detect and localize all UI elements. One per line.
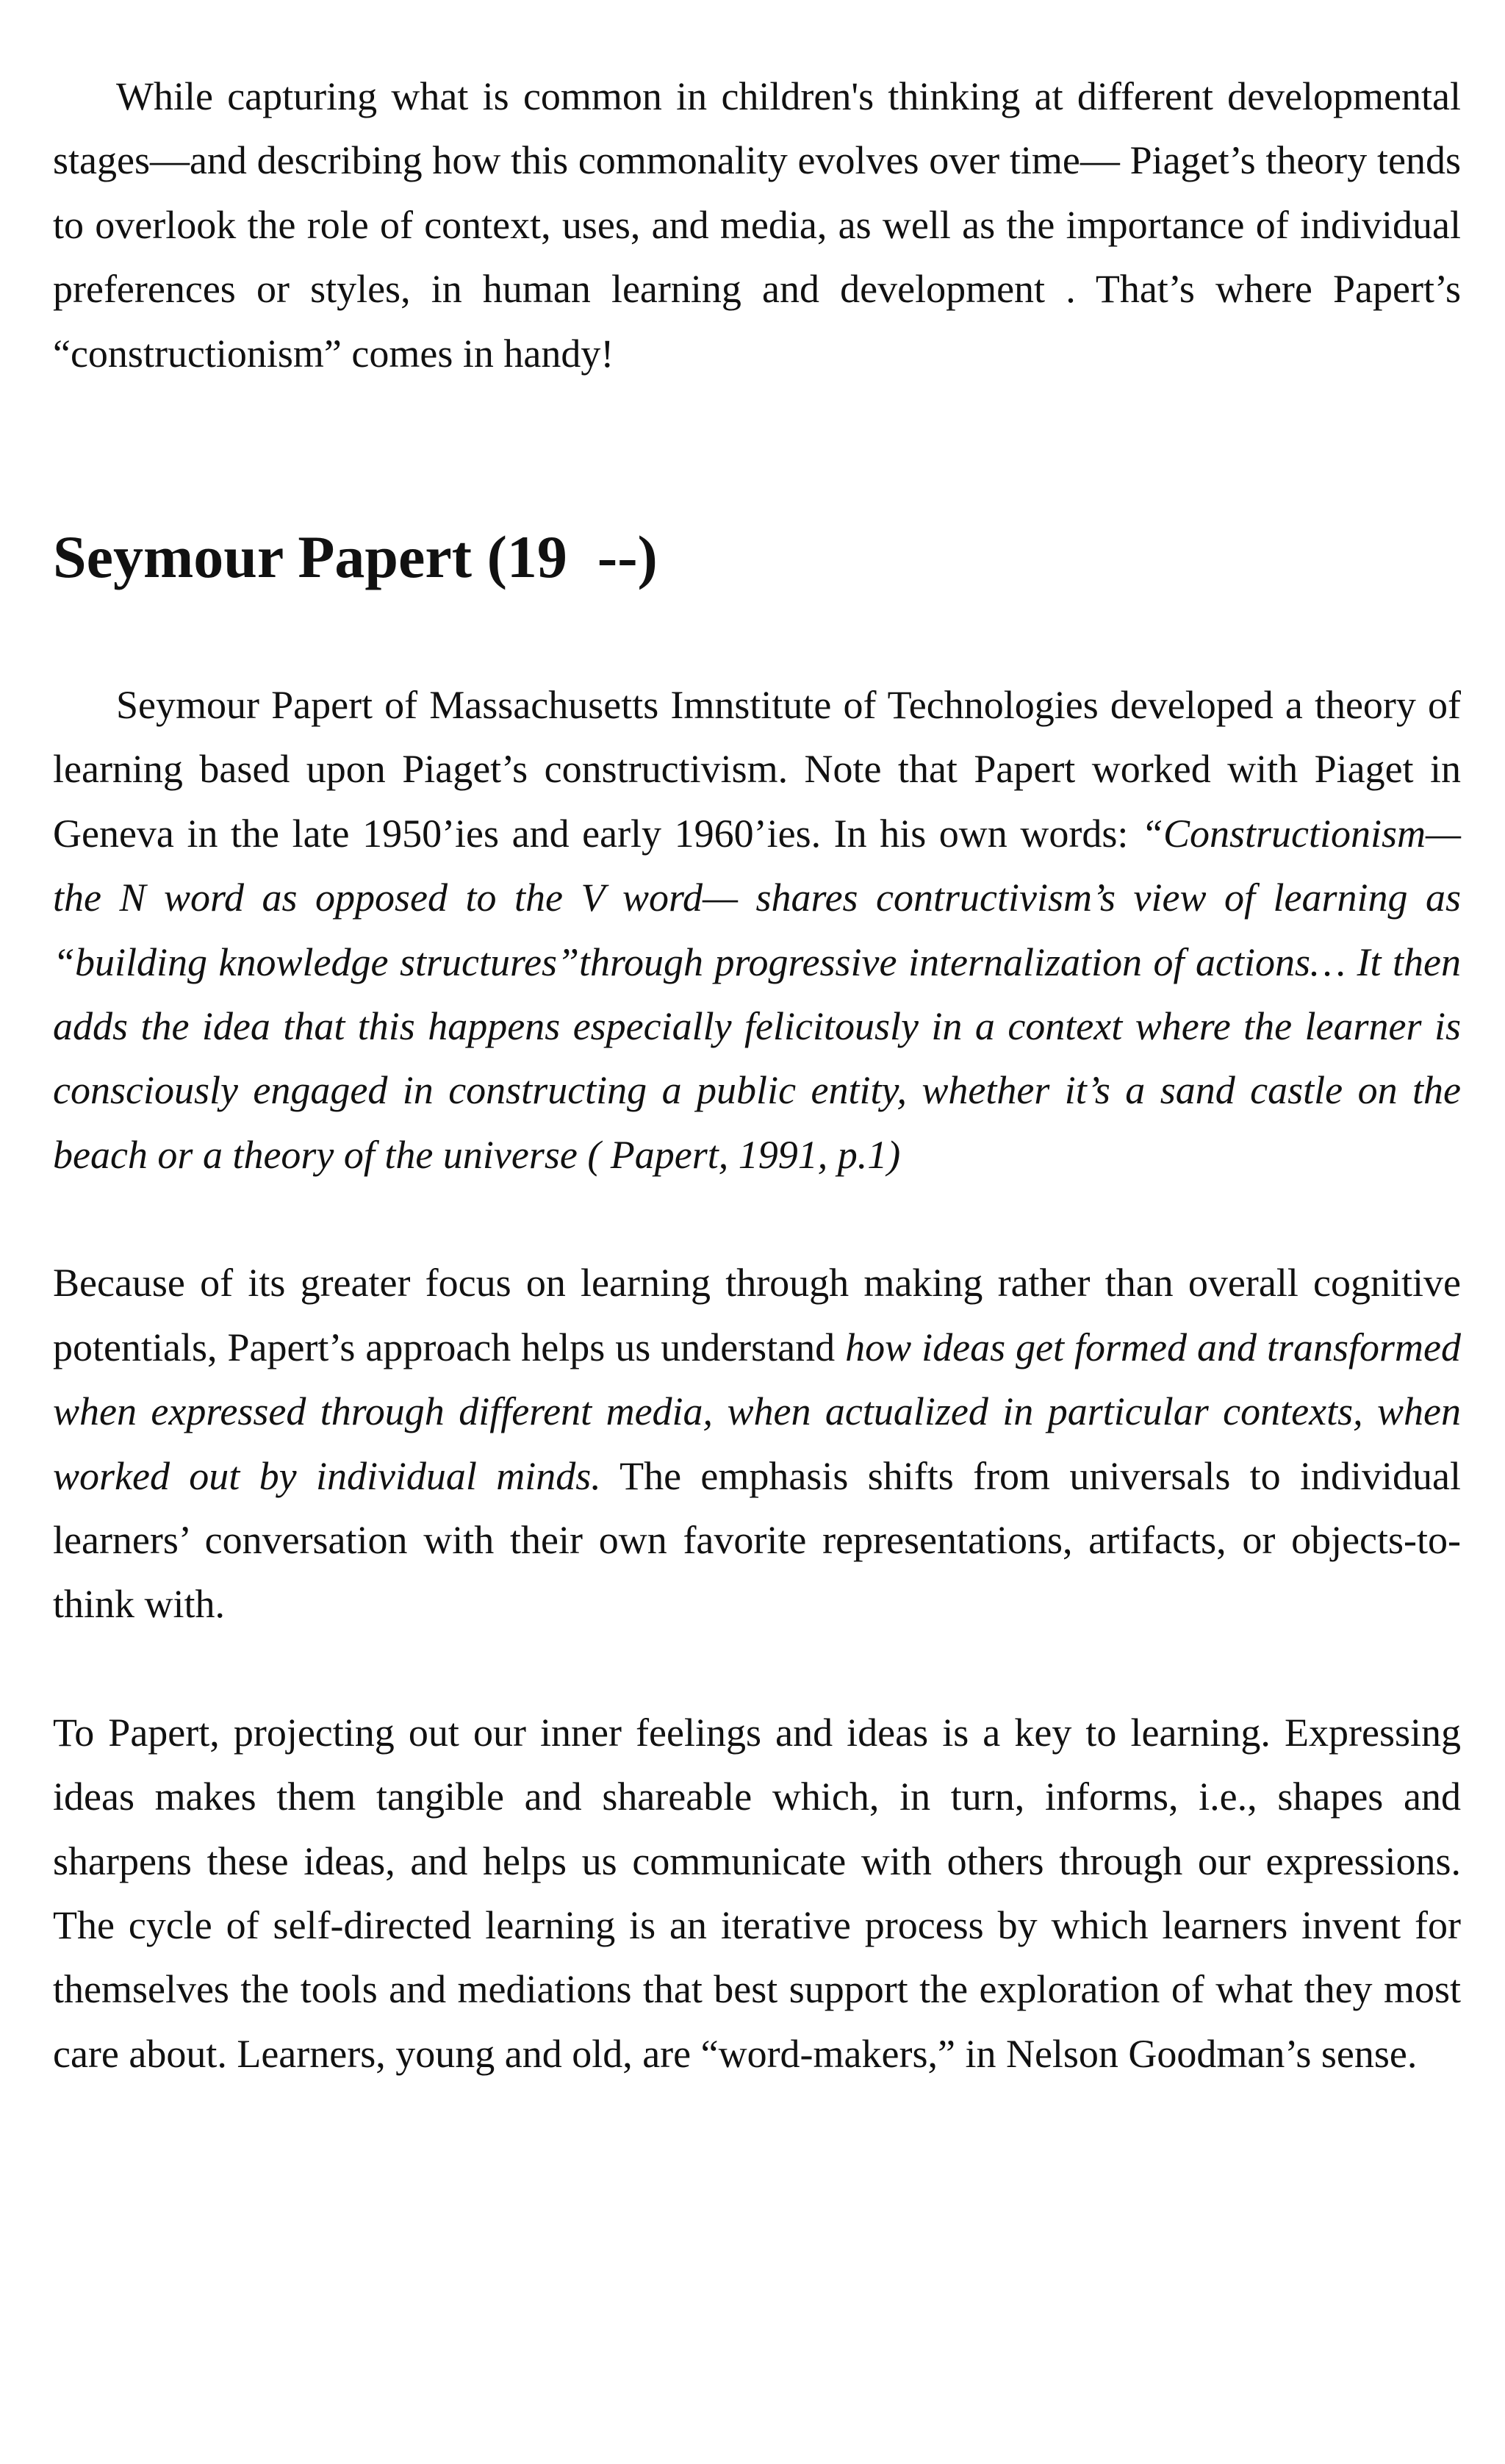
papert-intro-text: Seymour Papert of Massachusetts Imnstitute of Technologies developed a theory of learning based upon Piaget’s constructivism. Note that Papert worked with Piaget in Geneva in the late 1950’ies and early 1960’ies. In his own words:	[53, 683, 1461, 856]
section-heading: Seymour Papert (19 --)	[53, 523, 658, 591]
spacer	[53, 1187, 1461, 1251]
projection-paragraph: To Papert, projecting out our inner feelings and ideas is a key to learning. Expressing ideas makes them tangible and shareable which, in turn, informs, i.e., shapes and sharpens these ideas, and helps us communicate with others through our expressions. The cycle of self-directed learning is an iterative process by which learners invent for themselves the tools and mediations that best support the exploration of what they most care about. Learners, young and old, are “word-makers,” in Nelson Goodman’s sense.	[53, 1710, 1461, 2076]
spacer	[53, 1637, 1461, 1701]
document-page	[53, 65, 1461, 2086]
spacer	[53, 594, 1461, 673]
focus-paragraph	[53, 1251, 1461, 1636]
spacer	[53, 386, 1461, 520]
papert-intro-paragraph	[53, 673, 1461, 1187]
focus-text-italic: how ideas get formed and transformed when expressed through different media, when actualized in particular contexts, when worked out by individual minds.	[53, 1325, 1461, 1498]
focus-text-start: Because of its greater focus on learning through making rather than overall cognitive potentials, Papert’s approach helps us understand	[53, 1261, 1461, 1369]
papert-quote: “Constructionism—the N word as opposed to the V word— shares contructivism’s view of learning as “building knowledge structures”through progressive internalization of actions… It then adds the idea that this happens especially felicitously in a context where the learner is consciously engaged in constructing a public entity, whether it’s a sand castle on the beach or a theory of the universe ( Papert, 1991, p.1)	[53, 811, 1461, 1177]
intro-paragraph: While capturing what is common in children's thinking at different developmental stages—and describing how this commonality evolves over time— Piaget’s theory tends to overlook the role of context, uses, and media, as well as the importance of individual preferences or styles, in human learning and development . That’s where Papert’s “constructionism” comes in handy!	[53, 74, 1461, 376]
focus-text-end: The emphasis shifts from universals to individual learners’ conversation with their own favorite representations, artifacts, or objects-to-think with.	[53, 1453, 1461, 1627]
